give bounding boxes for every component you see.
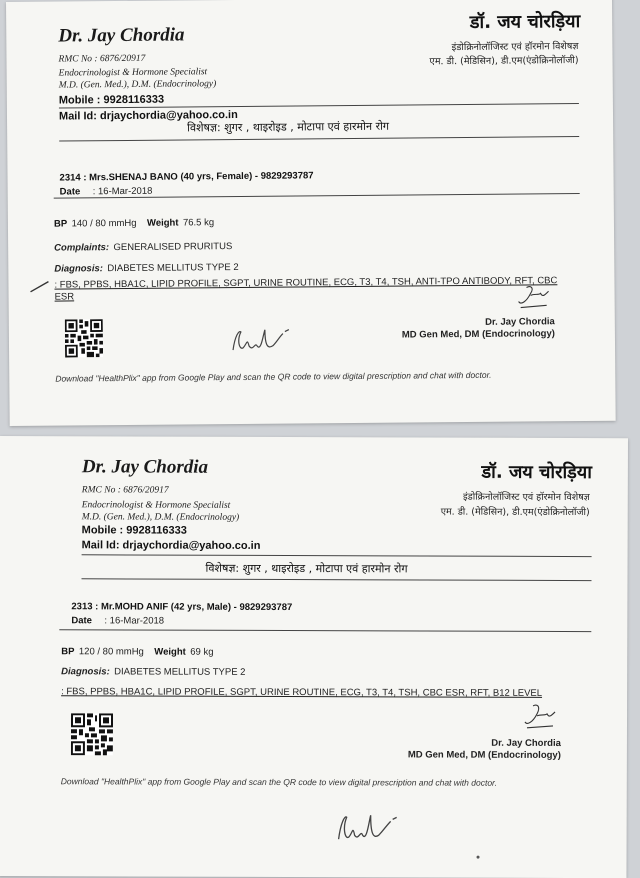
hindi-doctor-name: डॉ. जय चोरड़िया [481, 461, 592, 484]
rmc-number: RMC No : 6876/20917 [58, 53, 146, 65]
patient-divider [59, 629, 591, 632]
patient-line: 2313 : Mr.MOHD ANIF (42 yrs, Male) - 9829293787 [71, 601, 293, 614]
handwritten-scribble-icon [227, 322, 293, 359]
signature-qualification: MD Gen Med, DM (Endocrinology) [401, 328, 555, 341]
complaints: Complaints: GENERALISED PRURITUS [54, 241, 233, 254]
visit-date: Date : 16-Mar-2018 [59, 185, 153, 198]
signature-qualification: MD Gen Med, DM (Endocrinology) [407, 749, 561, 761]
pen-mark-icon [28, 280, 52, 294]
specialty-line-2: M.D. (Gen. Med.), D.M. (Endocrinology) [81, 512, 240, 523]
doctor-name: Dr. Jay Chordia [81, 456, 209, 478]
qr-code-icon [65, 319, 103, 357]
mail-id: Mail Id: drjaychordia@yahoo.co.in [81, 539, 261, 552]
hindi-specialty-line-1: इंडोक्रिनोलॉजिस्ट एवं हॉरमोन विशेषज्ञ [462, 491, 590, 504]
hindi-specialty-line-2: एम. डी. (मेडिसिन), डी.एम(एंडोक्रिनोलॉजी) [429, 55, 579, 68]
mobile-number: Mobile : 9928116333 [58, 93, 165, 107]
patient-line: 2314 : Mrs.SHENAJ BANO (40 yrs, Female) - 9829293787 [59, 170, 314, 184]
hindi-specialty-line-1: इंडोक्रिनोलॉजिस्ट एवं हॉरमोन विशेषज्ञ [451, 41, 579, 54]
mobile-number: Mobile : 9928116333 [81, 524, 187, 537]
tests-advised: : FBS, PPBS, HBA1C, LIPID PROFILE, SGPT, URINE ROUTINE, ECG, T3, T4, TSH, ANTI-TPO ANTIBODY, RFT, CBC [54, 275, 558, 291]
footer-note: Download "HealthPlix" app from Google Play and scan the QR code to view digital prescription and chat with doctor. [55, 369, 492, 384]
specialty-line-1: Endocrinologist & Hormone Specialist [81, 500, 231, 511]
qr-code-icon [71, 713, 113, 755]
signature-icon [512, 283, 552, 311]
tests-advised-cont: ESR [54, 291, 75, 303]
specialty-line-2: M.D. (Gen. Med.), D.M. (Endocrinology) [58, 79, 217, 91]
signature-name: Dr. Jay Chordia [485, 316, 555, 328]
prescription-sheet-2 [0, 436, 628, 878]
diagnosis: Diagnosis: DIABETES MELLITUS TYPE 2 [54, 261, 239, 275]
visit-date: Date : 16-Mar-2018 [71, 615, 165, 627]
tests-advised: : FBS, PPBS, HBA1C, LIPID PROFILE, SGPT, URINE ROUTINE, ECG, T3, T4, TSH, CBC ESR, RFT, B12 LEVEL [61, 686, 543, 699]
hindi-specialty-line-2: एम. डी. (मेडिसिन), डी.एम(एंडोक्रिनोलॉजी) [440, 506, 590, 519]
specialty-band: विशेषज्ञ: शुगर , थाइरोइड , मोटापा एवं हारमोन रोग [187, 119, 390, 135]
diagnosis: Diagnosis: DIABETES MELLITUS TYPE 2 [61, 666, 246, 678]
specialty-line-1: Endocrinologist & Hormone Specialist [58, 67, 208, 79]
vitals: BP 120 / 80 mmHg Weight 69 kg [61, 646, 214, 658]
signature-icon [517, 702, 557, 732]
vitals: BP 140 / 80 mmHg Weight 76.5 kg [53, 217, 215, 230]
hindi-doctor-name: डॉ. जय चोरड़िया [469, 10, 581, 33]
band-divider [59, 136, 579, 142]
rmc-number: RMC No : 6876/20917 [81, 485, 169, 496]
mail-id: Mail Id: drjaychordia@yahoo.co.in [58, 108, 238, 123]
specialty-band: विशेषज्ञ: शुगर , थाइरोइड , मोटापा एवं हारमोन रोग [205, 561, 408, 576]
ink-dot [477, 856, 480, 859]
footer-note: Download "HealthPlix" app from Google Play and scan the QR code to view digital prescription and chat with doctor. [60, 776, 497, 788]
header-divider [82, 554, 592, 557]
prescription-sheet-1 [6, 0, 616, 426]
handwritten-scribble-icon [331, 807, 403, 849]
signature-name: Dr. Jay Chordia [491, 737, 561, 749]
doctor-name: Dr. Jay Chordia [58, 24, 185, 47]
band-divider [82, 578, 592, 581]
